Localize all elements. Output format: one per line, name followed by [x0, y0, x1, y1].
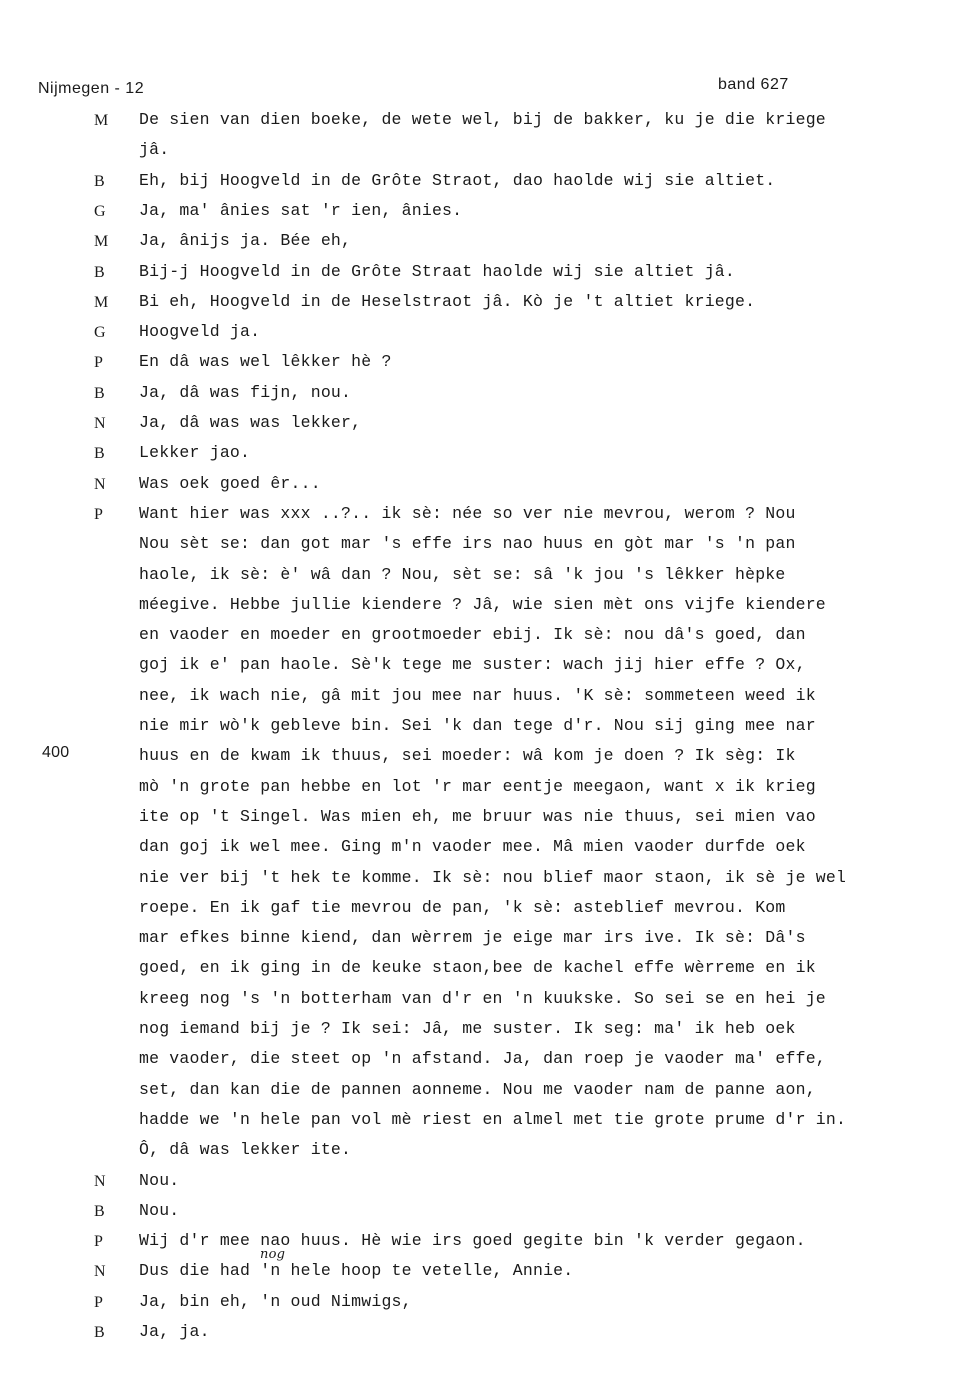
speaker-label: N — [94, 415, 106, 432]
speaker-label: B — [94, 1202, 105, 1220]
transcript-line: roepe. En ik gaf tie mevrou de pan, 'k sè: asteblief mevrou. Kom — [139, 897, 786, 917]
transcript-line: nog iemand bij je ? Ik sei: Jâ, me suster. Ik seg: ma' ik heb oek — [139, 1019, 796, 1038]
transcript-line: Eh, bij Hoogveld in de Grôte Straot, dao haolde wij sie altiet. — [139, 170, 776, 190]
page-header-location: Nijmegen - 12 — [38, 80, 145, 97]
margin-line-number: 400 — [42, 744, 70, 761]
speaker-label: P — [94, 1293, 104, 1311]
page-header-tape: band 627 — [718, 76, 789, 93]
speaker-label: B — [94, 1324, 105, 1341]
transcript-line: mar efkes binne kiend, dan wèrrem je eige mar irs ive. Ik sè: Dâ's — [139, 928, 806, 948]
transcript-line: nee, ik wach nie, gâ mit jou mee nar huus. 'K sè: sommeteen weed ik — [139, 685, 816, 705]
speaker-label: M — [94, 112, 109, 129]
transcript-line: goed, en ik ging in de keuke staon,bee de kachel effe wèrreme en ik — [139, 958, 816, 978]
transcript-line: Ja, ma' ânies sat 'r ien, ânies. — [139, 200, 463, 220]
transcript-line: Nou. — [139, 1200, 180, 1220]
transcript-line: Bi eh, Hoogveld in de Heselstraot jâ. Kò je 't altiet kriege. — [139, 291, 756, 311]
transcript-line: me vaoder, die steet op 'n afstand. Ja, dan roep je vaoder ma' effe, — [139, 1049, 826, 1069]
transcript-line: nie mir wò'k gebleve bin. Sei 'k dan tege d'r. Nou sij ging mee nar — [139, 716, 816, 735]
transcript-line: Ja, bin eh, 'n oud Nimwigs, — [139, 1291, 412, 1311]
speaker-label: B — [94, 445, 105, 463]
handwritten-annotation: nog — [260, 1247, 286, 1262]
transcript-line: Hoogveld ja. — [139, 322, 261, 342]
transcript-line: huus en de kwam ik thuus, sei moeder: wâ kom je doen ? Ik sèg: Ik — [139, 746, 796, 766]
speaker-label: G — [94, 324, 106, 342]
speaker-label: B — [94, 384, 105, 402]
transcript-line: kreeg nog 's 'n botterham van d'r en 'n kuukske. So sei se en hei je — [139, 988, 826, 1008]
speaker-label: N — [94, 1263, 106, 1281]
speaker-label: M — [94, 233, 109, 251]
transcript-line: Ja, ânijs ja. Bée eh, — [139, 231, 352, 251]
transcript-line: Wij d'r mee nao huus. Hè wie irs goed gegite bin 'k verder gegaon. — [139, 1231, 806, 1251]
transcript-line: en vaoder en moeder en grootmoeder ebij. Ik sè: nou dâ's goed, dan — [139, 625, 806, 645]
transcript-line: De sien van dien boeke, de wete wel, bij de bakker, ku je die kriege — [139, 110, 826, 129]
speaker-label: B — [94, 172, 105, 190]
speaker-label: B — [94, 263, 105, 281]
speaker-label: P — [94, 505, 104, 523]
transcript-line: jâ. — [139, 140, 170, 160]
transcript-line: Want hier was xxx ..?.. ik sè: née so ver nie mevrou, werom ? Nou — [139, 503, 796, 523]
transcript-line: Ja, ja. — [139, 1322, 210, 1341]
speaker-label: N — [94, 1172, 106, 1190]
transcript-line: hadde we 'n hele pan vol mè riest en almel met tie grote prume d'r in. — [139, 1109, 847, 1129]
speaker-label: M — [94, 293, 109, 311]
speaker-label: G — [94, 202, 106, 220]
transcript-line: Ja, dâ was fijn, nou. — [139, 382, 352, 402]
transcript-line: Ja, dâ was was lekker, — [139, 413, 362, 432]
transcript-line: Bij-j Hoogveld in de Grôte Straat haolde wij sie altiet jâ. — [139, 261, 735, 281]
transcript-line: En dâ was wel lêkker hè ? — [139, 352, 392, 372]
transcript-line: haole, ik sè: è' wâ dan ? Nou, sèt se: sâ 'k jou 's lêkker hèpke — [139, 564, 786, 584]
transcript-line: mò 'n grote pan hebbe en lot 'r mar eentje meegaon, want x ik krieg — [139, 776, 816, 796]
transcript-line: Nou. — [139, 1170, 180, 1190]
transcript-line: Dus die had 'n hele hoop te vetelle, Annie. — [139, 1261, 574, 1281]
transcript-line: Nou sèt se: dan got mar 's effe irs nao huus en gòt mar 's 'n pan — [139, 534, 796, 554]
speaker-label: P — [94, 354, 104, 372]
transcript-line: set, dan kan die de pannen aonneme. Nou me vaoder nam de panne aon, — [139, 1079, 816, 1099]
speaker-label: P — [94, 1233, 104, 1251]
speaker-label: N — [94, 475, 106, 493]
transcript-line: méegive. Hebbe jullie kiendere ? Jâ, wie sien mèt ons vijfe kiendere — [139, 594, 826, 614]
transcript-line: Was oek goed êr... — [139, 473, 321, 493]
transcript-line: Lekker jao. — [139, 443, 251, 463]
transcript-line: Ô, dâ was lekker ite. — [139, 1140, 352, 1160]
transcript-line: nie ver bij 't hek te komme. Ik sè: nou blief maor staon, ik sè je wel — [139, 867, 847, 887]
transcript-line: ite op 't Singel. Was mien eh, me bruur was nie thuus, sei mien vao — [139, 806, 816, 826]
transcript-line: goj ik e' pan haole. Sè'k tege me suster: wach jij hier effe ? Ox, — [139, 655, 806, 675]
transcript-line: dan goj ik wel mee. Ging m'n vaoder mee. Mâ mien vaoder durfde oek — [139, 837, 806, 857]
